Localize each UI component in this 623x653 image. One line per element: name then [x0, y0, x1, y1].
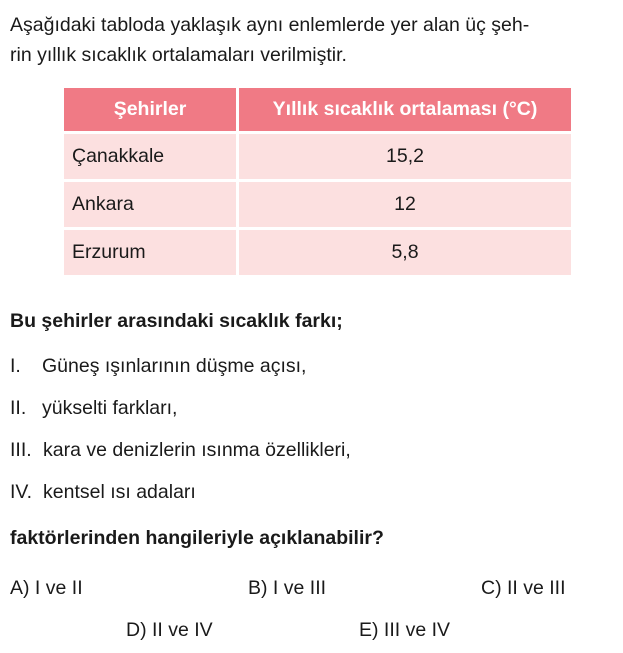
choice-a[interactable]	[10, 575, 83, 601]
choice-text: I ve II	[34, 577, 83, 599]
question-tail: faktörlerinden hangileriyle açıklanabilir?	[10, 527, 384, 549]
choice-text: II ve III	[507, 577, 566, 599]
statement-text: kara ve denizlerin ısınma özellikleri,	[43, 439, 351, 461]
header-annual-temp: Yıllık sıcaklık ortalaması (°C)	[239, 88, 571, 131]
statement-number: I.	[10, 355, 21, 377]
statement-number: II.	[10, 397, 27, 419]
choice-c[interactable]	[481, 575, 566, 601]
city-cell: Ankara	[64, 182, 236, 227]
statement-text: Güneş ışınlarının düşme açısı,	[42, 355, 307, 377]
table-header-row	[64, 88, 571, 131]
temp-cell: 15,2	[239, 134, 571, 179]
table-row	[64, 134, 571, 179]
statement-item	[10, 395, 177, 421]
choice-b[interactable]	[248, 575, 326, 601]
table-row	[64, 230, 571, 275]
statement-text: kentsel ısı adaları	[43, 481, 196, 503]
choice-text: III ve IV	[383, 619, 451, 641]
statement-item	[10, 479, 196, 505]
intro-text: Aşağıdaki tabloda yaklaşık aynı enlemlerde yer alan üç şeh- rin yıllık sıcaklık ortalamaları verilmiştir.	[10, 14, 530, 66]
choice-label: A)	[10, 577, 30, 599]
city-cell: Çanakkale	[64, 134, 236, 179]
choice-label: C)	[481, 577, 502, 599]
choice-d[interactable]	[126, 617, 213, 643]
statement-text: yükselti farkları,	[42, 397, 178, 419]
choice-label: B)	[248, 577, 268, 599]
statement-number: IV.	[10, 481, 33, 503]
statement-item	[10, 353, 306, 379]
header-cities: Şehirler	[64, 88, 236, 131]
temp-cell: 5,8	[239, 230, 571, 275]
statement-item	[10, 437, 351, 463]
choice-text: I ve III	[272, 577, 327, 599]
choice-e[interactable]	[359, 617, 450, 643]
table-row	[64, 182, 571, 227]
choice-label: E)	[359, 619, 379, 641]
choice-label: D)	[126, 619, 147, 641]
question-stem: Bu şehirler arasındaki sıcaklık farkı;	[10, 310, 343, 332]
statement-number: III.	[10, 439, 32, 461]
temp-cell: 12	[239, 182, 571, 227]
city-cell: Erzurum	[64, 230, 236, 275]
choice-text: II ve IV	[152, 619, 213, 641]
temperature-table	[61, 85, 574, 278]
